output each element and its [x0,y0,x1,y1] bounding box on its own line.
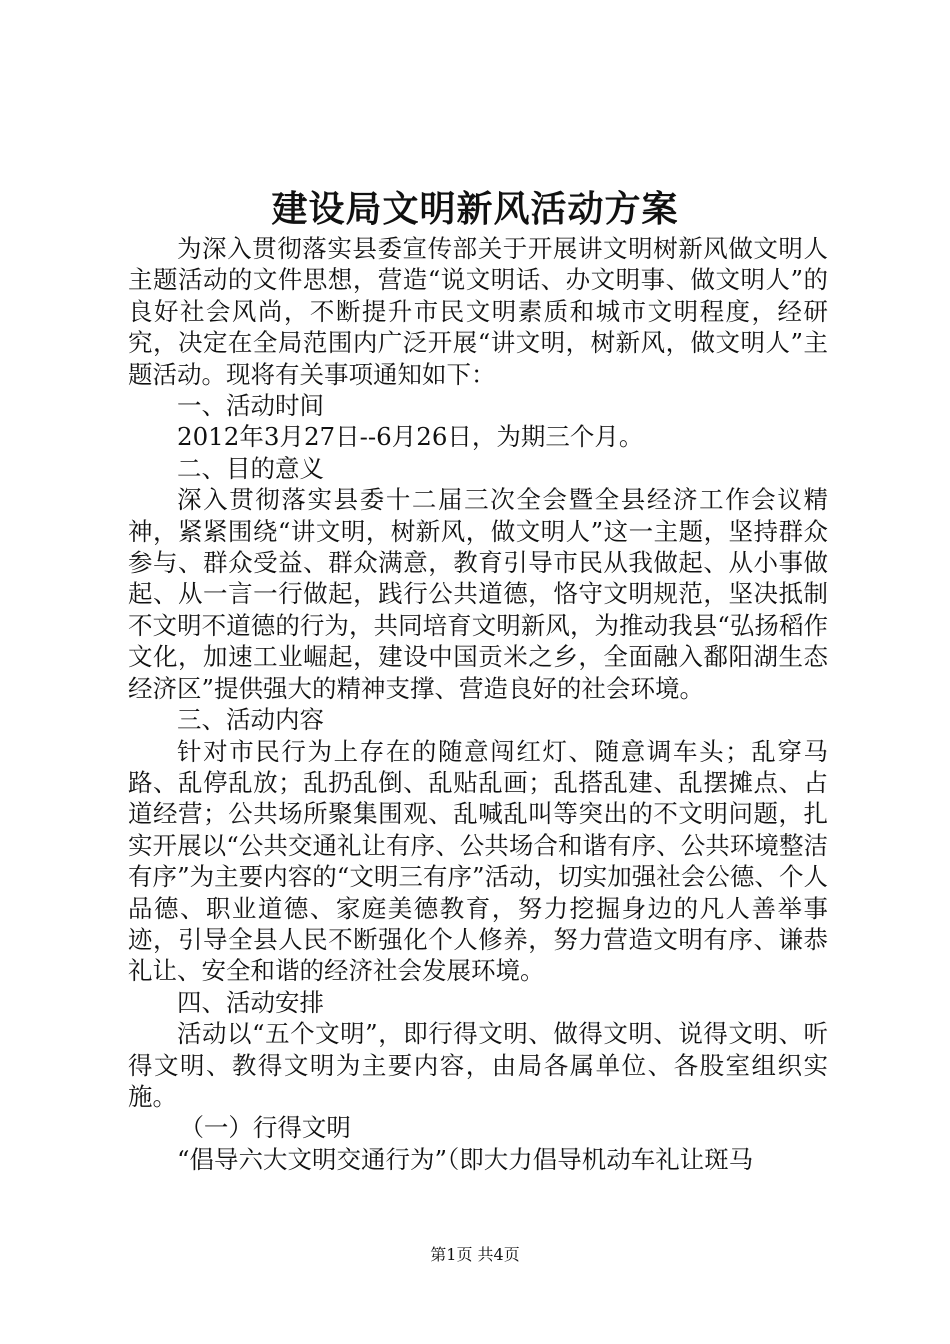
section-heading-purpose: 二、目的意义 [177,453,324,483]
conduct-paragraph: “倡导六大文明交通行为”（即大力倡导机动车礼让斑马 [177,1144,754,1174]
document-body [128,233,828,1175]
page-number-footer: 第1页 共4页 [430,1245,520,1264]
content-paragraph: 针对市民行为上存在的随意闯红灯、随意调车头；乱穿马路、乱停乱放；乱扔乱倒、乱贴乱画；乱搭乱建、乱摆摊点、占道经营；公共场所聚集围观、乱喊乱叫等突出的不文明问题，扎实开展以“公共交通礼让有序、公共场合和谐有序、公共环境整洁有序”为主要内容的“文明三有序”活动，切实加强社会公德、个人品德、职业道德、家庭美德教育，努力挖掘身边的凡人善举事迹，引导全县人民不断强化个人修养，努力营造文明有序、谦恭礼让、安全和谐的经济社会发展环境。 [128,736,828,986]
purpose-paragraph: 深入贯彻落实县委十二届三次全会暨全县经济工作会议精神，紧紧围绕“讲文明，树新风，做文明人”这一主题，坚持群众参与、群众受益、群众满意，教育引导市民从我做起、从小事做起、从一言一行做起，践行公共道德，恪守文明规范，坚决抵制不文明不道德的行为，共同培育文明新风，为推动我县“弘扬稻作文化，加速工业崛起，建设中国贡米之乡，全面融入鄱阳湖生态经济区”提供强大的精神支撑、营造良好的社会环境。 [128,485,828,703]
arrangement-paragraph: 活动以“五个文明”，即行得文明、做得文明、说得文明、听得文明、教得文明为主要内容，由局各属单位、各股室组织实施。 [128,1019,828,1111]
section-heading-arrangement: 四、活动安排 [177,987,324,1017]
subsection-heading-conduct: （一）行得文明 [179,1113,351,1143]
intro-paragraph: 为深入贯彻落实县委宣传部关于开展讲文明树新风做文明人主题活动的文件思想，营造“说文明话、办文明事、做文明人”的良好社会风尚，不断提升市民文明素质和城市文明程度，经研究，决定在全局范围内广泛开展“讲文明，树新风，做文明人”主题活动。现将有关事项通知如下： [128,234,828,389]
activity-time-paragraph: 2012年3月27日--6月26日，为期三个月。 [177,422,644,452]
document-title: 建设局文明新风活动方案 [271,188,679,230]
section-heading-activity-time: 一、活动时间 [177,391,324,421]
section-heading-content: 三、活动内容 [177,705,324,735]
